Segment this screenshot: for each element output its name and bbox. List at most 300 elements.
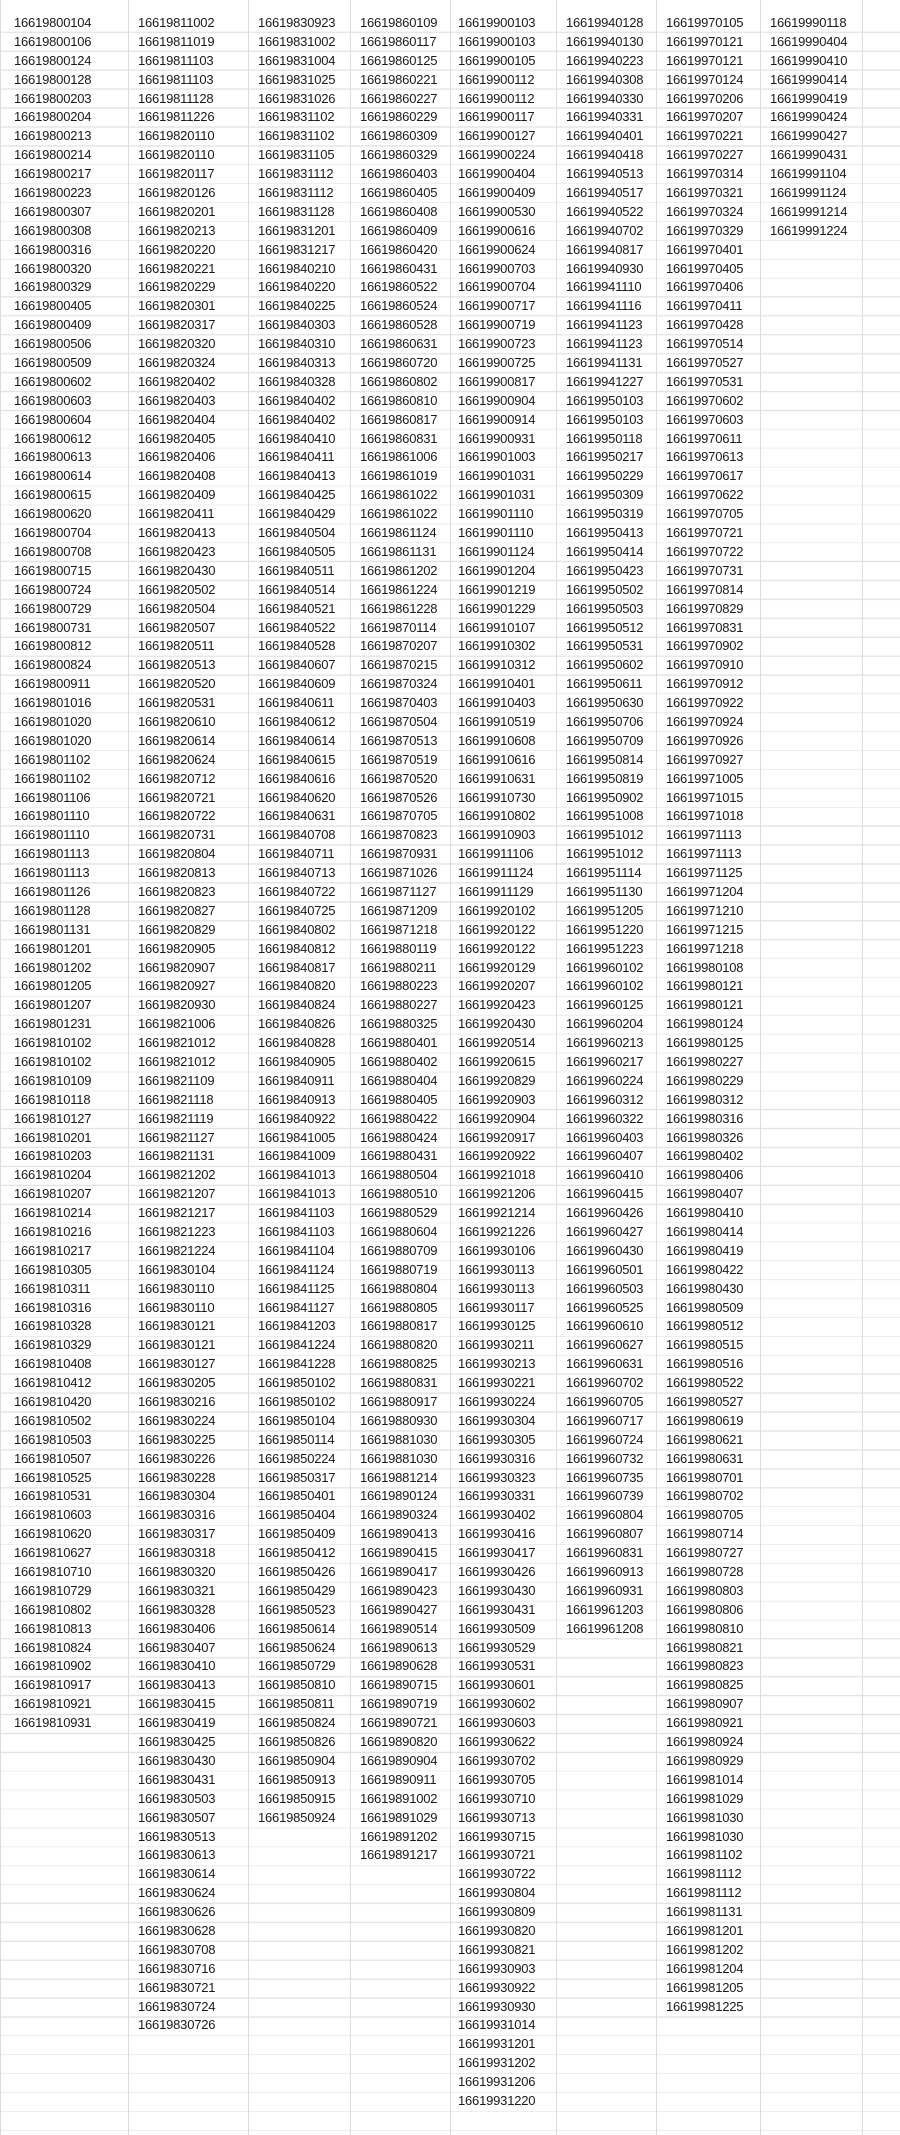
cell[interactable]: 16619820117	[138, 166, 215, 182]
cell[interactable]: 16619980728	[666, 1564, 744, 1580]
cell[interactable]: 16619980714	[666, 1526, 744, 1542]
cell[interactable]: 16619890423	[360, 1582, 438, 1598]
cell[interactable]: 16619810802	[14, 1601, 92, 1617]
cell[interactable]: 16619960702	[566, 1375, 644, 1391]
cell[interactable]: 16619981112	[666, 1866, 742, 1882]
cell[interactable]: 16619801110	[14, 827, 90, 843]
cell[interactable]: 16619980227	[666, 1053, 744, 1069]
cell[interactable]: 16619930125	[458, 1318, 536, 1334]
cell[interactable]: 16619810127	[14, 1110, 92, 1126]
cell[interactable]: 16619880404	[360, 1072, 438, 1088]
cell[interactable]: 16619831102	[258, 128, 335, 144]
cell[interactable]: 16619950319	[566, 506, 644, 522]
cell[interactable]: 16619960610	[566, 1318, 644, 1334]
cell[interactable]: 16619890415	[360, 1545, 438, 1561]
cell[interactable]: 16619840620	[258, 789, 336, 805]
cell[interactable]: 16619950531	[566, 638, 644, 654]
cell[interactable]: 16619980727	[666, 1545, 744, 1561]
cell[interactable]: 16619830431	[138, 1771, 216, 1787]
cell[interactable]: 16619970105	[666, 15, 744, 30]
cell[interactable]: 16619970221	[666, 128, 744, 144]
cell[interactable]: 16619840616	[258, 770, 336, 786]
cell[interactable]: 16619861019	[360, 468, 438, 484]
cell[interactable]: 16619930821	[458, 1941, 536, 1957]
cell[interactable]: 16619981029	[666, 1790, 744, 1806]
cell[interactable]: 16619980512	[666, 1318, 744, 1334]
cell[interactable]: 16619950706	[566, 713, 644, 729]
cell[interactable]: 16619930622	[458, 1734, 536, 1750]
cell[interactable]: 16619951012	[566, 846, 644, 862]
cell[interactable]: 16619840505	[258, 543, 336, 559]
cell[interactable]: 16619970829	[666, 600, 744, 616]
cell[interactable]: 16619811128	[138, 90, 214, 106]
cell[interactable]: 16619831002	[258, 33, 336, 49]
cell[interactable]: 16619980414	[666, 1224, 744, 1239]
cell[interactable]: 16619800409	[14, 317, 92, 333]
cell[interactable]: 16619800506	[14, 336, 92, 352]
cell[interactable]: 16619870324	[360, 676, 438, 692]
cell[interactable]: 16619880604	[360, 1224, 438, 1239]
cell[interactable]: 16619810329	[14, 1337, 92, 1353]
cell[interactable]: 16619920903	[458, 1091, 536, 1107]
cell[interactable]: 16619910401	[458, 676, 536, 692]
cell[interactable]: 16619840528	[258, 638, 336, 654]
cell[interactable]: 16619810311	[14, 1280, 91, 1296]
cell[interactable]: 16619830110	[138, 1299, 215, 1315]
cell[interactable]: 16619810729	[14, 1582, 92, 1598]
cell[interactable]: 16619820201	[138, 203, 216, 219]
cell[interactable]: 16619900112	[458, 71, 535, 87]
cell[interactable]: 16619950229	[566, 468, 644, 484]
cell[interactable]: 16619940817	[566, 241, 644, 257]
cell[interactable]: 16619980825	[666, 1677, 744, 1693]
cell[interactable]: 16619981202	[666, 1941, 744, 1957]
cell[interactable]: 16619921226	[458, 1224, 536, 1239]
cell[interactable]: 16619810408	[14, 1356, 92, 1372]
cell[interactable]: 16619840611	[258, 695, 335, 711]
cell[interactable]: 16619801016	[14, 695, 92, 711]
cell[interactable]: 16619831102	[258, 109, 335, 125]
cell[interactable]: 16619861224	[360, 581, 438, 597]
cell[interactable]: 16619980326	[666, 1129, 744, 1145]
cell[interactable]: 16619800405	[14, 298, 92, 314]
cell[interactable]: 16619900105	[458, 52, 536, 68]
cell[interactable]: 16619920129	[458, 959, 536, 975]
cell[interactable]: 16619900616	[458, 222, 536, 238]
cell[interactable]: 16619821223	[138, 1224, 216, 1239]
cell[interactable]: 16619930417	[458, 1545, 536, 1561]
cell[interactable]: 16619900723	[458, 336, 536, 352]
cell[interactable]: 16619970121	[666, 52, 744, 68]
cell[interactable]: 16619940513	[566, 166, 644, 182]
cell[interactable]: 16619891002	[360, 1790, 438, 1806]
cell[interactable]: 16619890719	[360, 1696, 438, 1712]
cell[interactable]: 16619970902	[666, 638, 744, 654]
cell[interactable]: 16619840614	[258, 732, 336, 748]
cell[interactable]: 16619980821	[666, 1639, 744, 1655]
cell[interactable]: 16619880510	[360, 1186, 438, 1202]
cell[interactable]: 16619820430	[138, 562, 216, 578]
cell[interactable]: 16619820126	[138, 185, 216, 201]
cell[interactable]: 16619820220	[138, 241, 216, 257]
cell[interactable]: 16619980705	[666, 1507, 744, 1523]
cell[interactable]: 16619880817	[360, 1318, 438, 1334]
cell[interactable]: 16619841104	[258, 1242, 335, 1258]
cell[interactable]: 16619830304	[138, 1488, 216, 1504]
cell[interactable]: 16619840303	[258, 317, 336, 333]
cell[interactable]: 16619800724	[14, 581, 92, 597]
cell[interactable]: 16619821224	[138, 1242, 216, 1258]
cell[interactable]: 16619840511	[258, 562, 335, 578]
cell[interactable]: 16619880805	[360, 1299, 438, 1315]
cell[interactable]: 16619970124	[666, 71, 744, 87]
cell[interactable]: 16619980515	[666, 1337, 744, 1353]
cell[interactable]: 16619901204	[458, 562, 536, 578]
cell[interactable]: 16619860221	[360, 71, 438, 87]
cell[interactable]: 16619821131	[138, 1148, 215, 1164]
cell[interactable]: 16619891217	[360, 1847, 438, 1863]
cell[interactable]: 16619810118	[14, 1091, 91, 1107]
cell[interactable]: 16619920122	[458, 921, 536, 937]
cell[interactable]: 16619850924	[258, 1809, 336, 1825]
cell[interactable]: 16619950611	[566, 676, 643, 692]
cell[interactable]: 16619870823	[360, 827, 438, 843]
cell[interactable]: 16619831217	[258, 241, 336, 257]
cell[interactable]: 16619960525	[566, 1299, 644, 1315]
cell[interactable]: 16619830415	[138, 1696, 216, 1712]
cell[interactable]: 16619830317	[138, 1526, 216, 1542]
cell[interactable]: 16619820411	[138, 506, 215, 522]
cell[interactable]: 16619980121	[666, 978, 744, 994]
cell[interactable]: 16619951130	[566, 883, 643, 899]
cell[interactable]: 16619950503	[566, 600, 644, 616]
cell[interactable]: 16619970428	[666, 317, 744, 333]
cell[interactable]: 16619901110	[458, 506, 534, 522]
cell[interactable]: 16619800731	[14, 619, 92, 635]
cell[interactable]: 16619980924	[666, 1734, 744, 1750]
cell[interactable]: 16619930820	[458, 1922, 536, 1938]
cell[interactable]: 16619910107	[458, 619, 536, 635]
cell[interactable]: 16619840905	[258, 1053, 336, 1069]
cell[interactable]: 16619951223	[566, 940, 644, 956]
cell[interactable]: 16619840504	[258, 525, 336, 541]
cell[interactable]: 16619800824	[14, 657, 92, 673]
cell[interactable]: 16619810503	[14, 1431, 92, 1447]
cell[interactable]: 16619911129	[458, 883, 534, 899]
cell[interactable]: 16619930113	[458, 1280, 535, 1296]
cell[interactable]: 16619820221	[138, 260, 216, 276]
cell[interactable]: 16619880709	[360, 1242, 438, 1258]
cell[interactable]: 16619810931	[14, 1715, 92, 1731]
cell[interactable]: 16619860229	[360, 109, 438, 125]
cell[interactable]: 16619850104	[258, 1412, 336, 1428]
cell[interactable]: 16619900725	[458, 355, 536, 371]
cell[interactable]: 16619880930	[360, 1412, 438, 1428]
cell[interactable]: 16619810102	[14, 1035, 92, 1051]
cell[interactable]: 16619810201	[14, 1129, 92, 1145]
cell[interactable]: 16619970814	[666, 581, 744, 597]
cell[interactable]: 16619981102	[666, 1847, 743, 1863]
cell[interactable]: 16619800106	[14, 33, 92, 49]
cell[interactable]: 16619931220	[458, 2092, 536, 2108]
cell[interactable]: 16619900409	[458, 185, 536, 201]
cell[interactable]: 16619970207	[666, 109, 744, 125]
cell[interactable]: 16619850224	[258, 1450, 336, 1466]
cell[interactable]: 16619801205	[14, 978, 92, 994]
cell[interactable]: 16619980701	[666, 1469, 744, 1485]
cell[interactable]: 16619840713	[258, 865, 336, 881]
cell[interactable]: 16619830216	[138, 1394, 216, 1410]
cell[interactable]: 16619810813	[14, 1620, 92, 1636]
cell[interactable]: 16619920922	[458, 1148, 536, 1164]
cell[interactable]: 16619930713	[458, 1809, 536, 1825]
cell[interactable]: 16619820405	[138, 430, 216, 446]
cell[interactable]: 16619980229	[666, 1072, 744, 1088]
cell[interactable]: 16619830316	[138, 1507, 216, 1523]
cell[interactable]: 16619961203	[566, 1601, 644, 1617]
cell[interactable]: 16619820511	[138, 638, 215, 654]
cell[interactable]: 16619850412	[258, 1545, 336, 1561]
cell[interactable]: 16619831128	[258, 203, 335, 219]
cell[interactable]: 16619910903	[458, 827, 536, 843]
cell[interactable]: 16619940308	[566, 71, 644, 87]
cell[interactable]: 16619880401	[360, 1035, 438, 1051]
cell[interactable]: 16619881030	[360, 1450, 438, 1466]
cell[interactable]: 16619870513	[360, 732, 438, 748]
cell[interactable]: 16619970705	[666, 506, 744, 522]
cell[interactable]: 16619910302	[458, 638, 536, 654]
cell[interactable]: 16619980422	[666, 1261, 744, 1277]
cell[interactable]: 16619860831	[360, 430, 438, 446]
cell[interactable]: 16619930721	[458, 1847, 536, 1863]
cell[interactable]: 16619820930	[138, 997, 216, 1013]
cell[interactable]: 16619810603	[14, 1507, 92, 1523]
cell[interactable]: 16619981204	[666, 1960, 744, 1976]
cell[interactable]: 16619950103	[566, 411, 644, 427]
cell[interactable]: 16619841224	[258, 1337, 336, 1353]
cell[interactable]: 16619900914	[458, 411, 536, 427]
cell[interactable]: 16619960631	[566, 1356, 644, 1372]
cell[interactable]: 16619910631	[458, 770, 536, 786]
cell[interactable]: 16619821202	[138, 1167, 216, 1183]
cell[interactable]: 16619821127	[138, 1129, 215, 1145]
cell[interactable]: 16619980702	[666, 1488, 744, 1504]
cell[interactable]: 16619941116	[566, 298, 642, 314]
cell[interactable]: 16619800708	[14, 543, 92, 559]
cell[interactable]: 16619820813	[138, 865, 216, 881]
cell[interactable]: 16619901219	[458, 581, 536, 597]
cell[interactable]: 16619850624	[258, 1639, 336, 1655]
cell[interactable]: 16619970121	[666, 33, 744, 49]
cell[interactable]: 16619860405	[360, 185, 438, 201]
cell[interactable]: 16619960204	[566, 1016, 644, 1032]
cell[interactable]: 16619930710	[458, 1790, 536, 1806]
cell[interactable]: 16619820406	[138, 449, 216, 465]
cell[interactable]: 16619830923	[258, 15, 336, 30]
cell[interactable]: 16619800307	[14, 203, 92, 219]
cell[interactable]: 16619860125	[360, 52, 438, 68]
cell[interactable]: 16619930331	[458, 1488, 536, 1504]
cell[interactable]: 16619800203	[14, 90, 92, 106]
cell[interactable]: 16619841005	[258, 1129, 336, 1145]
cell[interactable]: 16619801131	[14, 921, 91, 937]
cell[interactable]: 16619900703	[458, 260, 536, 276]
cell[interactable]: 16619960427	[566, 1224, 644, 1239]
cell[interactable]: 16619970314	[666, 166, 744, 182]
cell[interactable]: 16619900224	[458, 147, 536, 163]
cell[interactable]: 16619830430	[138, 1752, 216, 1768]
cell[interactable]: 16619820712	[138, 770, 216, 786]
cell[interactable]: 16619920423	[458, 997, 536, 1013]
cell[interactable]: 16619900931	[458, 430, 536, 446]
cell[interactable]: 16619820408	[138, 468, 216, 484]
cell[interactable]: 16619820610	[138, 713, 216, 729]
cell[interactable]: 16619860309	[360, 128, 438, 144]
cell[interactable]: 16619801102	[14, 770, 91, 786]
cell[interactable]: 16619960102	[566, 978, 644, 994]
cell[interactable]: 16619870207	[360, 638, 438, 654]
cell[interactable]: 16619980810	[666, 1620, 744, 1636]
cell[interactable]: 16619890124	[360, 1488, 438, 1504]
cell[interactable]: 16619820213	[138, 222, 216, 238]
cell[interactable]: 16619810204	[14, 1167, 92, 1183]
cell[interactable]: 16619830228	[138, 1469, 216, 1485]
cell[interactable]: 16619950819	[566, 770, 644, 786]
cell[interactable]: 16619800704	[14, 525, 92, 541]
cell[interactable]: 16619970514	[666, 336, 744, 352]
cell[interactable]: 16619911124	[458, 865, 534, 881]
cell[interactable]: 16619880804	[360, 1280, 438, 1296]
cell[interactable]: 16619971204	[666, 883, 744, 899]
cell[interactable]: 16619840607	[258, 657, 336, 673]
cell[interactable]: 16619930715	[458, 1828, 536, 1844]
cell[interactable]: 16619860522	[360, 279, 438, 295]
cell[interactable]: 16619981225	[666, 1998, 744, 2014]
cell[interactable]: 16619801102	[14, 751, 91, 767]
cell[interactable]: 16619850824	[258, 1715, 336, 1731]
cell[interactable]: 16619840922	[258, 1110, 336, 1126]
cell[interactable]: 16619990410	[770, 52, 848, 68]
cell[interactable]: 16619861228	[360, 600, 438, 616]
cell[interactable]: 16619900904	[458, 392, 536, 408]
cell[interactable]: 16619970227	[666, 147, 744, 163]
cell[interactable]: 16619860409	[360, 222, 438, 238]
cell[interactable]: 16619800911	[14, 676, 91, 692]
cell[interactable]: 16619970831	[666, 619, 744, 635]
cell[interactable]: 16619880402	[360, 1053, 438, 1069]
cell[interactable]: 16619930426	[458, 1564, 536, 1580]
cell[interactable]: 16619840708	[258, 827, 336, 843]
cell[interactable]: 16619850614	[258, 1620, 336, 1636]
cell[interactable]: 16619890911	[360, 1771, 437, 1787]
cell[interactable]: 16619840429	[258, 506, 336, 522]
cell[interactable]: 16619960717	[566, 1412, 644, 1428]
cell[interactable]: 16619850729	[258, 1658, 336, 1674]
cell[interactable]: 16619880422	[360, 1110, 438, 1126]
cell[interactable]: 16619991104	[770, 166, 847, 182]
cell[interactable]: 16619840820	[258, 978, 336, 994]
cell[interactable]: 16619861006	[360, 449, 438, 465]
cell[interactable]: 16619980803	[666, 1582, 744, 1598]
cell[interactable]: 16619830507	[138, 1809, 216, 1825]
cell[interactable]: 16619961208	[566, 1620, 644, 1636]
cell[interactable]: 16619810328	[14, 1318, 92, 1334]
cell[interactable]: 16619910608	[458, 732, 536, 748]
cell[interactable]: 16619860524	[360, 298, 438, 314]
cell[interactable]: 16619980522	[666, 1375, 744, 1391]
cell[interactable]: 16619840328	[258, 373, 336, 389]
cell[interactable]: 16619931202	[458, 2055, 536, 2071]
cell[interactable]: 16619960807	[566, 1526, 644, 1542]
cell[interactable]: 16619821012	[138, 1035, 216, 1051]
cell[interactable]: 16619810902	[14, 1658, 92, 1674]
cell[interactable]: 16619930416	[458, 1526, 536, 1542]
cell[interactable]: 16619850915	[258, 1790, 336, 1806]
cell[interactable]: 16619800612	[14, 430, 92, 446]
cell[interactable]: 16619840402	[258, 392, 336, 408]
cell[interactable]: 16619980806	[666, 1601, 744, 1617]
cell[interactable]: 16619810216	[14, 1224, 92, 1239]
cell[interactable]: 16619860403	[360, 166, 438, 182]
cell[interactable]: 16619960224	[566, 1072, 644, 1088]
cell[interactable]: 16619850114	[258, 1431, 335, 1447]
cell[interactable]: 16619800213	[14, 128, 92, 144]
cell[interactable]: 16619850404	[258, 1507, 336, 1523]
cell[interactable]: 16619960410	[566, 1167, 644, 1183]
cell[interactable]: 16619830513	[138, 1828, 216, 1844]
cell[interactable]: 16619870526	[360, 789, 438, 805]
cell[interactable]: 16619830320	[138, 1564, 216, 1580]
cell[interactable]: 16619861131	[360, 543, 437, 559]
cell[interactable]: 16619900530	[458, 203, 536, 219]
cell[interactable]: 16619930117	[458, 1299, 535, 1315]
cell[interactable]: 16619800124	[14, 52, 92, 68]
cell[interactable]: 16619860109	[360, 15, 438, 30]
cell[interactable]: 16619970910	[666, 657, 744, 673]
cell[interactable]: 16619860810	[360, 392, 438, 408]
cell[interactable]: 16619951008	[566, 808, 644, 824]
cell[interactable]: 16619890721	[360, 1715, 438, 1731]
cell[interactable]: 16619821118	[138, 1091, 214, 1107]
cell[interactable]: 16619960739	[566, 1488, 644, 1504]
cell[interactable]: 16619830121	[138, 1337, 216, 1353]
cell[interactable]: 16619970321	[666, 185, 744, 201]
cell[interactable]: 16619931201	[458, 2036, 536, 2052]
cell[interactable]: 16619970401	[666, 241, 744, 257]
cell[interactable]: 16619930323	[458, 1469, 536, 1485]
cell[interactable]: 16619810305	[14, 1261, 92, 1277]
cell[interactable]: 16619810316	[14, 1299, 92, 1315]
cell[interactable]: 16619820722	[138, 808, 216, 824]
cell[interactable]: 16619981030	[666, 1828, 744, 1844]
cell[interactable]: 16619800320	[14, 260, 92, 276]
cell[interactable]: 16619960403	[566, 1129, 644, 1145]
cell[interactable]: 16619840722	[258, 883, 336, 899]
cell[interactable]: 16619930930	[458, 1998, 536, 2014]
cell[interactable]: 16619950902	[566, 789, 644, 805]
cell[interactable]: 16619810824	[14, 1639, 92, 1655]
cell[interactable]: 16619960735	[566, 1469, 644, 1485]
cell[interactable]: 16619980407	[666, 1186, 744, 1202]
cell[interactable]: 16619990419	[770, 90, 848, 106]
cell[interactable]: 16619840609	[258, 676, 336, 692]
cell[interactable]: 16619860802	[360, 373, 438, 389]
cell[interactable]: 16619841103	[258, 1224, 335, 1239]
cell[interactable]: 16619950118	[566, 430, 643, 446]
cell[interactable]: 16619991224	[770, 222, 848, 238]
cell[interactable]: 16619811226	[138, 109, 215, 125]
cell[interactable]: 16619981131	[666, 1904, 743, 1920]
